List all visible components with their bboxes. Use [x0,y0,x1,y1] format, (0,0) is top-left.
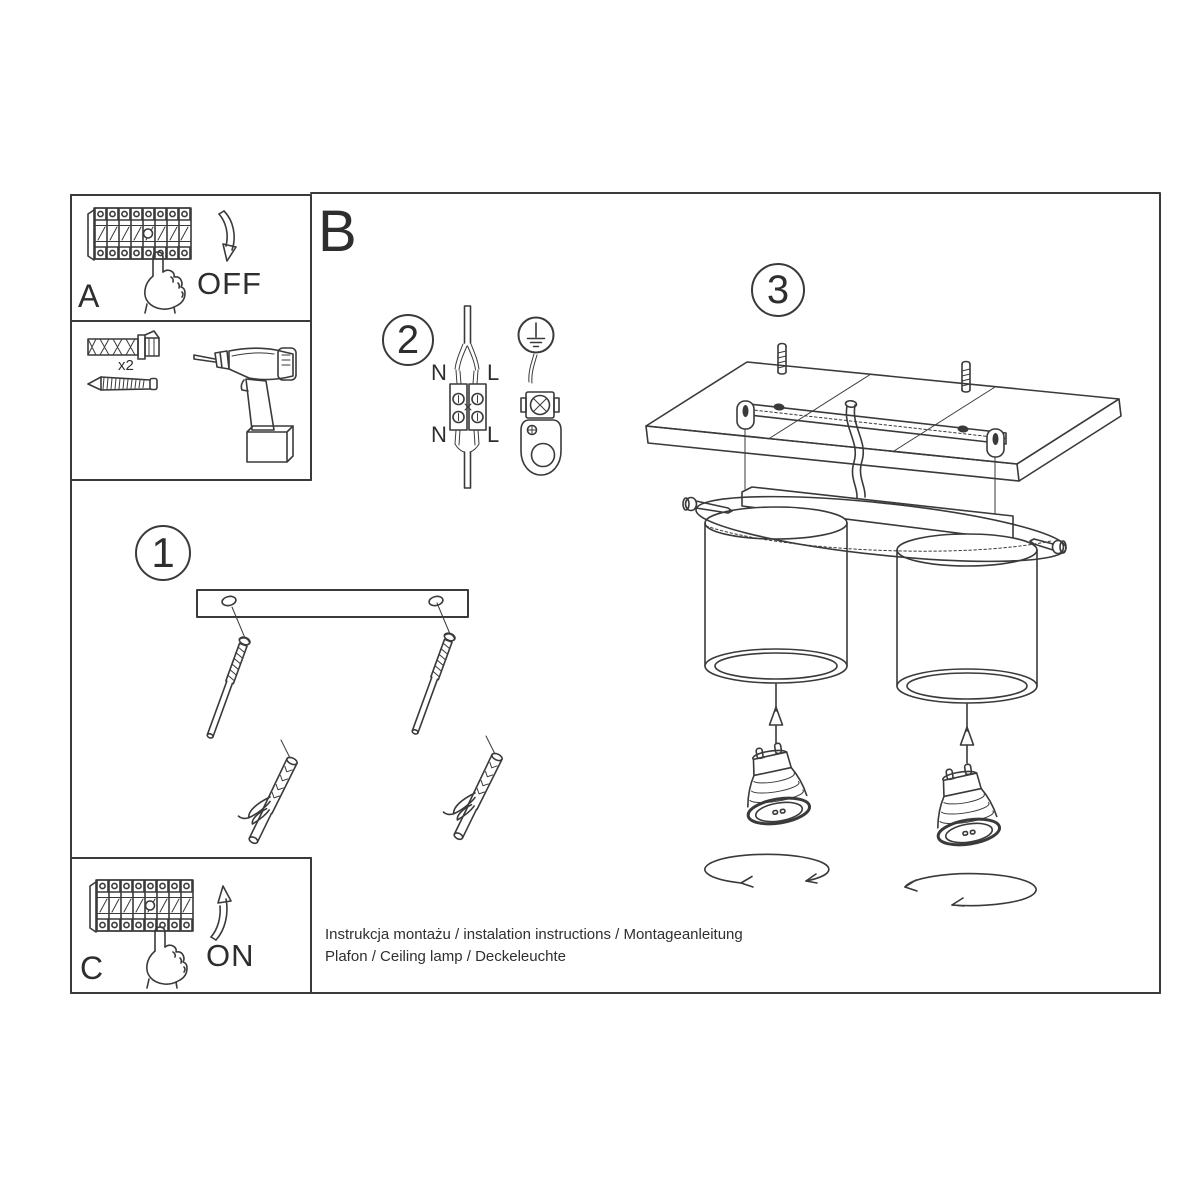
supply-cable-icon [455,306,479,384]
step1-figure [197,590,503,845]
terminal-block-icon [450,384,486,430]
step-3-number: 3 [766,267,790,312]
live-label-top: L [487,360,500,385]
curved-arrow-down-icon [219,211,236,261]
gu10-bulb-icon [928,761,1002,849]
section-c-label: C [80,950,104,986]
step-1-badge [135,525,191,581]
mounting-bar-icon [197,590,468,617]
neutral-label-top: N [431,360,447,385]
rotation-arrow-right [905,874,1036,906]
circuit-breaker-panel-icon [88,208,191,260]
wall-plug-icon [88,331,159,359]
protective-earth-icon [519,318,554,353]
step-2-number: 2 [396,317,420,362]
curved-arrow-up-icon [211,886,231,940]
ground-clamp-icon [521,354,561,475]
gu10-bulb-icon [738,740,812,828]
on-label: ON [206,938,255,973]
insert-arrow-right [961,704,974,763]
step2-figure [450,306,561,488]
circuit-breaker-panel-icon [90,880,193,932]
expansion-anchor-icon [204,607,298,845]
rotation-arrow-left [705,854,829,887]
step-1-number: 1 [151,529,175,576]
pointing-hand-icon [145,252,185,313]
pointing-hand-icon [147,927,187,988]
expansion-anchor-icon [409,603,503,841]
output-cable-icon [455,430,479,488]
section-b-label: B [318,199,357,264]
anchor-count-label: x2 [118,357,134,374]
step3-figure [646,344,1121,907]
lamp-cylinder-left [705,507,847,683]
footer-line-2: Plafon / Ceiling lamp / Deckeleuchte [325,948,566,965]
step-2-badge [382,314,434,366]
screw-icon [88,377,157,390]
section-a-label: A [78,278,100,314]
footer-line-1: Instrukcja montażu / instalation instructions / Montageanleitung [325,926,743,943]
lamp-cylinder-right [897,534,1037,703]
off-label: OFF [197,266,262,301]
step-3-badge [751,263,805,317]
neutral-label-bottom: N [431,422,447,447]
side-screw-left-icon [683,498,732,514]
drill-icon [194,348,296,462]
insert-arrow-left [770,684,783,743]
live-label-bottom: L [487,422,500,447]
ceiling-plate-icon [646,344,1121,482]
tools-figure [88,331,296,462]
